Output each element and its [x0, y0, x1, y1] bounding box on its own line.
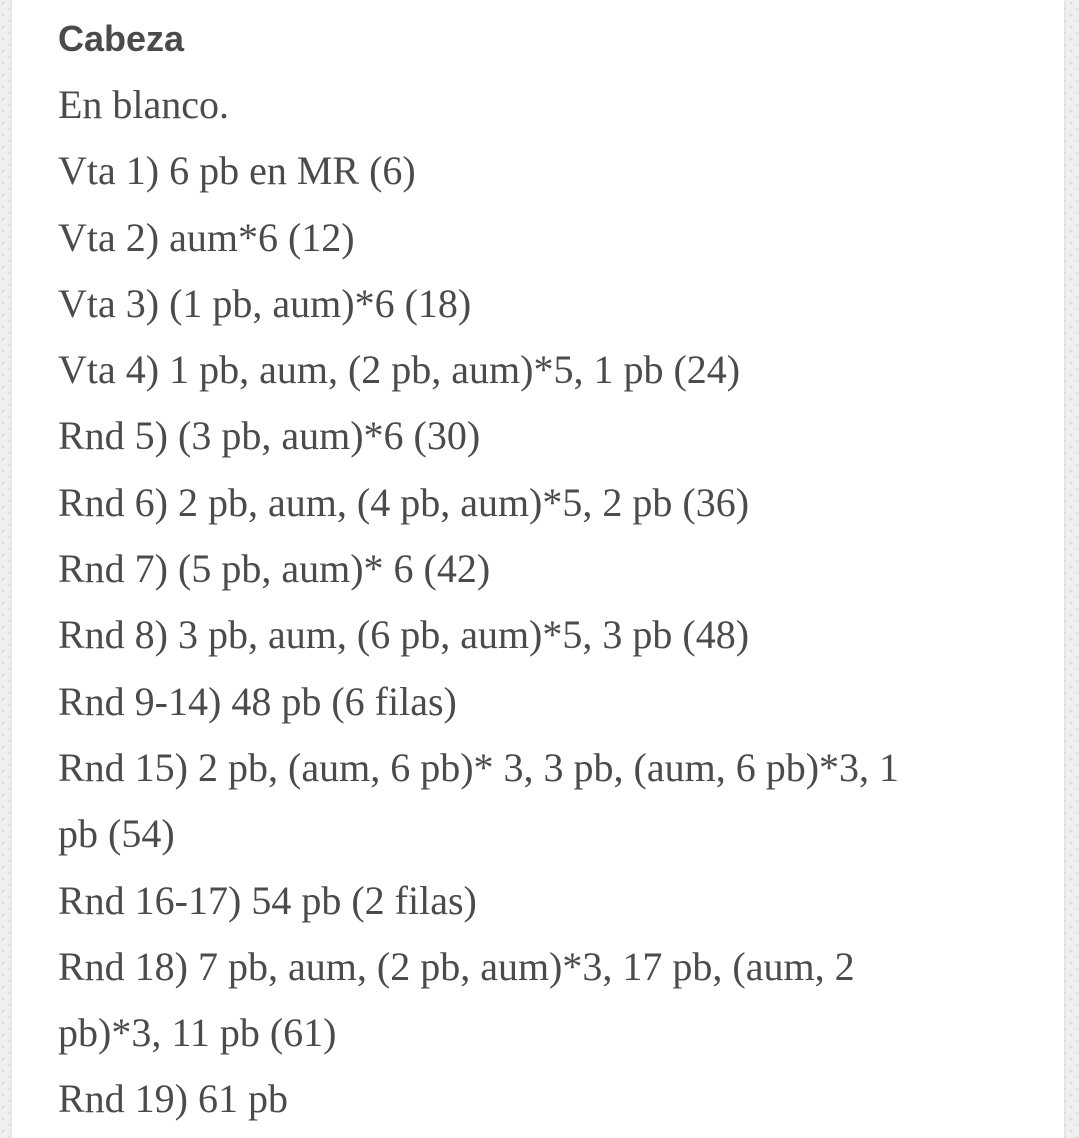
pattern-line: Vta 4) 1 pb, aum, (2 pb, aum)*5, 1 pb (24): [58, 347, 741, 393]
pattern-line: Vta 3) (1 pb, aum)*6 (18): [58, 280, 472, 326]
pattern-line: Rnd 16-17) 54 pb (2 filas): [58, 877, 477, 923]
pattern-line: Rnd 9-14) 48 pb (6 filas): [58, 678, 457, 724]
pattern-line: pb (54): [58, 811, 175, 857]
document-page: [12, 0, 1064, 1138]
pattern-line: pb)*3, 11 pb (61): [58, 1010, 337, 1056]
pattern-line: En blanco.: [58, 82, 230, 127]
pattern-line: Rnd 5) (3 pb, aum)*6 (30): [58, 413, 481, 459]
pattern-line: Rnd 18) 7 pb, aum, (2 pb, aum)*3, 17 pb, (aum, 2: [58, 943, 855, 989]
pattern-line: Rnd 8) 3 pb, aum, (6 pb, aum)*5, 3 pb (48): [58, 612, 750, 658]
pattern-text: [58, 0, 1038, 1133]
pattern-line: Vta 1) 6 pb en MR (6): [58, 148, 416, 194]
pattern-line: Rnd 19) 61 pb: [58, 1076, 288, 1122]
pattern-line: Rnd 6) 2 pb, aum, (4 pb, aum)*5, 2 pb (36): [58, 479, 750, 525]
pattern-line: Rnd 7) (5 pb, aum)* 6 (42): [58, 546, 491, 592]
pattern-line: Rnd 15) 2 pb, (aum, 6 pb)* 3, 3 pb, (aum, 6 pb)*3, 1: [58, 744, 900, 790]
pattern-line: Vta 2) aum*6 (12): [58, 214, 355, 260]
section-heading: Cabeza: [58, 18, 185, 59]
